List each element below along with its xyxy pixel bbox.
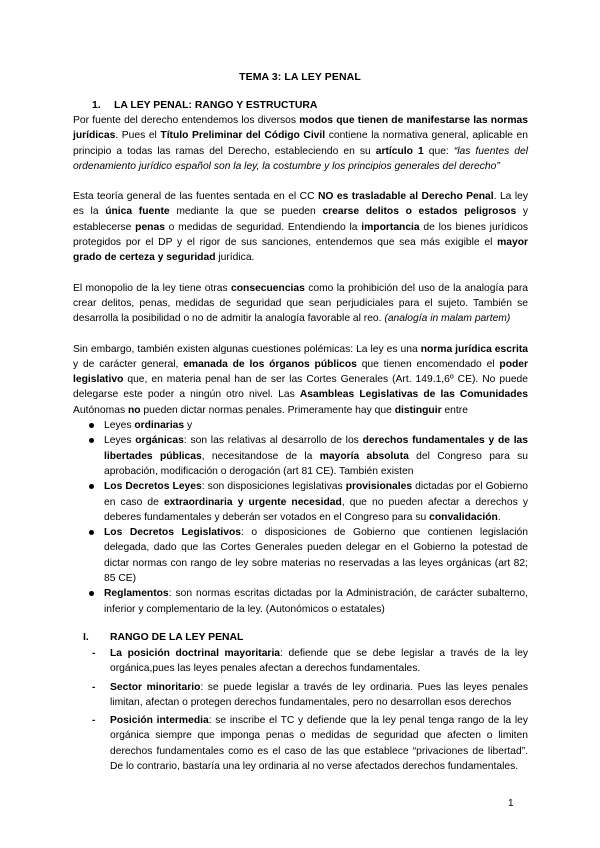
bullet-icon [89,591,94,596]
text-run: o medidas de seguridad. Entendiendo la [164,221,362,233]
text-run: que, en materia penal han de ser las Cortes Generales (Art. 149.1,6º CE). No puede delegarse este poder a ningún otro nivel. Las [73,374,528,401]
text-run: Sector minoritario [110,681,201,693]
list-item [73,713,528,774]
text-run: distinguir [394,404,442,416]
text-run: Autónomas [73,404,128,416]
text-run: emanada de los órganos públicos [183,358,357,370]
text-run: extraordinaria y urgente necesidad [163,496,342,508]
text-run: derechos fundamentales y de las libertades públicas [104,435,529,462]
list-item [73,586,528,617]
text-run: Asambleas Legislativas de las Comunidades [299,389,528,401]
text-run: y de carácter general, [73,358,184,370]
text-run: jurídica. [215,252,255,264]
bullet-list [73,418,528,617]
text-run: mediante la que se pueden [169,206,323,218]
text-run: y establecerse [73,206,528,233]
text-run: NO es trasladable al Derecho Penal [317,191,494,203]
text-run: dictadas por el Gobierno en caso de [104,481,528,508]
text-run: : son las relativas al desarrollo de los [183,435,363,447]
text-run: El monopolio de la ley tiene otras [73,282,232,294]
paragraph-teoria [73,189,528,265]
text-run: contiene la normativa general, aplicable en principio a todas las ramas del Derecho, estableciendo en su [73,130,528,157]
text-run: Sin embargo, también existen algunas cuestiones polémicas: La ley es una [73,343,421,355]
list-item [73,479,528,525]
text-run: “las fuentes del ordenamiento jurídico español son la ley, la costumbre y los principios generales del derecho” [73,145,528,172]
text-run: . Pues el [115,130,161,142]
text-run: crearse delitos o estados peligrosos [322,206,517,218]
section-heading [92,98,528,113]
page-number: 1 [508,798,514,809]
text-run: norma jurídica escrita [420,343,528,355]
text-run: : se puede legislar a través de ley ordinaria. Pues las leyes penales limitan, afectan o protegen derechos fundamentales, pero no desarrollan esos derechos [110,681,528,708]
text-run: . La ley es la [73,191,528,218]
text-run: Título Preliminar del Código Civil [160,130,326,142]
text-run: , necesitandose de la [201,450,320,462]
bullet-icon [89,484,94,489]
text-run: modos que tienen de manifestarse las normas jurídicas [73,115,528,142]
text-run: : defiende que se debe legislar a través de la ley orgánica,pues las leyes penales afectan a derechos fundamentales. [110,647,528,675]
text-run: mayoría absoluta [319,450,409,462]
list-item [73,418,528,433]
section-number: 1. [92,100,101,111]
text-run: Leyes [104,420,135,432]
paragraph-polemicas [73,342,528,418]
text-run: de los bienes jurídicos protegidos por el DP y el rigor de sus sanciones, entendemos que sea más exigible el [73,221,528,249]
dash-icon: - [92,681,96,693]
dash-list [73,646,528,774]
text-run: Leyes [104,435,136,447]
text-run: importancia [361,221,420,233]
text-run: : se inscribe el TC y defiende que la ley penal tenga rango de la ley orgánica siempre que imponga penas o medidas de seguridad que afecten o limiten derechos fundamentales como es el caso de las que establece “privaciones de libertad”. De lo contrario, bastaría una ley ordinaria al no verse afectados derechos fundamentales. [110,715,528,772]
text-run: orgánicas [135,435,184,447]
text-run: mayor grado de certeza y seguridad [73,237,528,264]
list-item [73,433,528,479]
list-item [73,525,528,586]
bullet-icon [89,423,94,428]
text-run: La posición doctrinal mayoritaria [110,647,281,659]
text-run: Los Decretos Legislativos [104,527,241,539]
paragraph-monopolio [73,281,528,327]
text-run: Reglamentos [104,588,169,600]
list-item [73,680,528,711]
bullet-icon [89,530,94,535]
text-run: como la prohibición del uso de la analogía para crear delitos, penas, medidas de seguridad que sean perjudiciales para el sujeto. También se desarrolla la posibilidad o no de admitir la analogía favorable al reo. [73,282,529,325]
text-run: penas [135,221,165,233]
paragraph-fuentes [73,113,528,174]
text-run: ordinarias [134,420,185,432]
text-run: Por fuente del derecho entendemos los diversos [73,115,300,126]
section-heading [83,630,528,646]
text-run: y [184,420,193,432]
text-run: consecuencias [231,282,305,294]
page-title: TEMA 3: LA LEY PENAL [239,71,361,83]
text-run: única fuente [105,206,170,218]
text-run: convalidación [429,511,498,523]
text-run: : o disposiciones de Gobierno que contienen legislación delegada, dado que las Cortes Generales pueden delegar en el Gobierno la potestad de dictar normas con rango de ley sobre materias no reservadas a las leyes orgánicas (art 82; 85 CE) [104,527,528,585]
dash-icon: - [92,647,96,659]
text-run: entre [441,404,468,416]
text-run: pueden dictar normas penales. Primeramente hay que [140,404,395,416]
text-run: provisionales [345,481,413,493]
document-body [73,98,528,777]
text-run: . [497,511,501,523]
text-run: (analogía in malam partem) [384,313,511,325]
text-run: poder legislativo [73,358,529,386]
text-run: : son disposiciones legislativas [201,481,346,493]
text-run: : son normas escritas dictadas por la Administración, de carácter subalterno, inferior y complementario de la ley. (Autonómicos o estatales) [104,588,528,615]
text-run: no [127,404,141,416]
section-title: RANGO DE LA LEY PENAL [110,631,244,643]
text-run: Posición intermedia [110,715,209,727]
text-run: Los Decretos Leyes [104,481,202,493]
text-run: artículo 1 [375,145,424,157]
text-run: , que no pueden afectar a derechos y deberes fundamentales y deberán ser votados en el Congreso para su [104,496,528,523]
dash-icon: - [92,715,96,727]
section-title: LA LEY PENAL: RANGO Y ESTRUCTURA [114,100,318,111]
text-run: Esta teoría general de las fuentes sentada en el CC [73,191,318,203]
text-run: que tienen encomendado el [356,358,500,370]
bullet-icon [89,438,94,443]
list-item [73,646,528,677]
text-run: del Congreso para su aprobación, modificación o derogación (art 81 CE). También existen [104,450,528,477]
text-run: que: [423,145,454,157]
section-number: I. [83,631,89,643]
